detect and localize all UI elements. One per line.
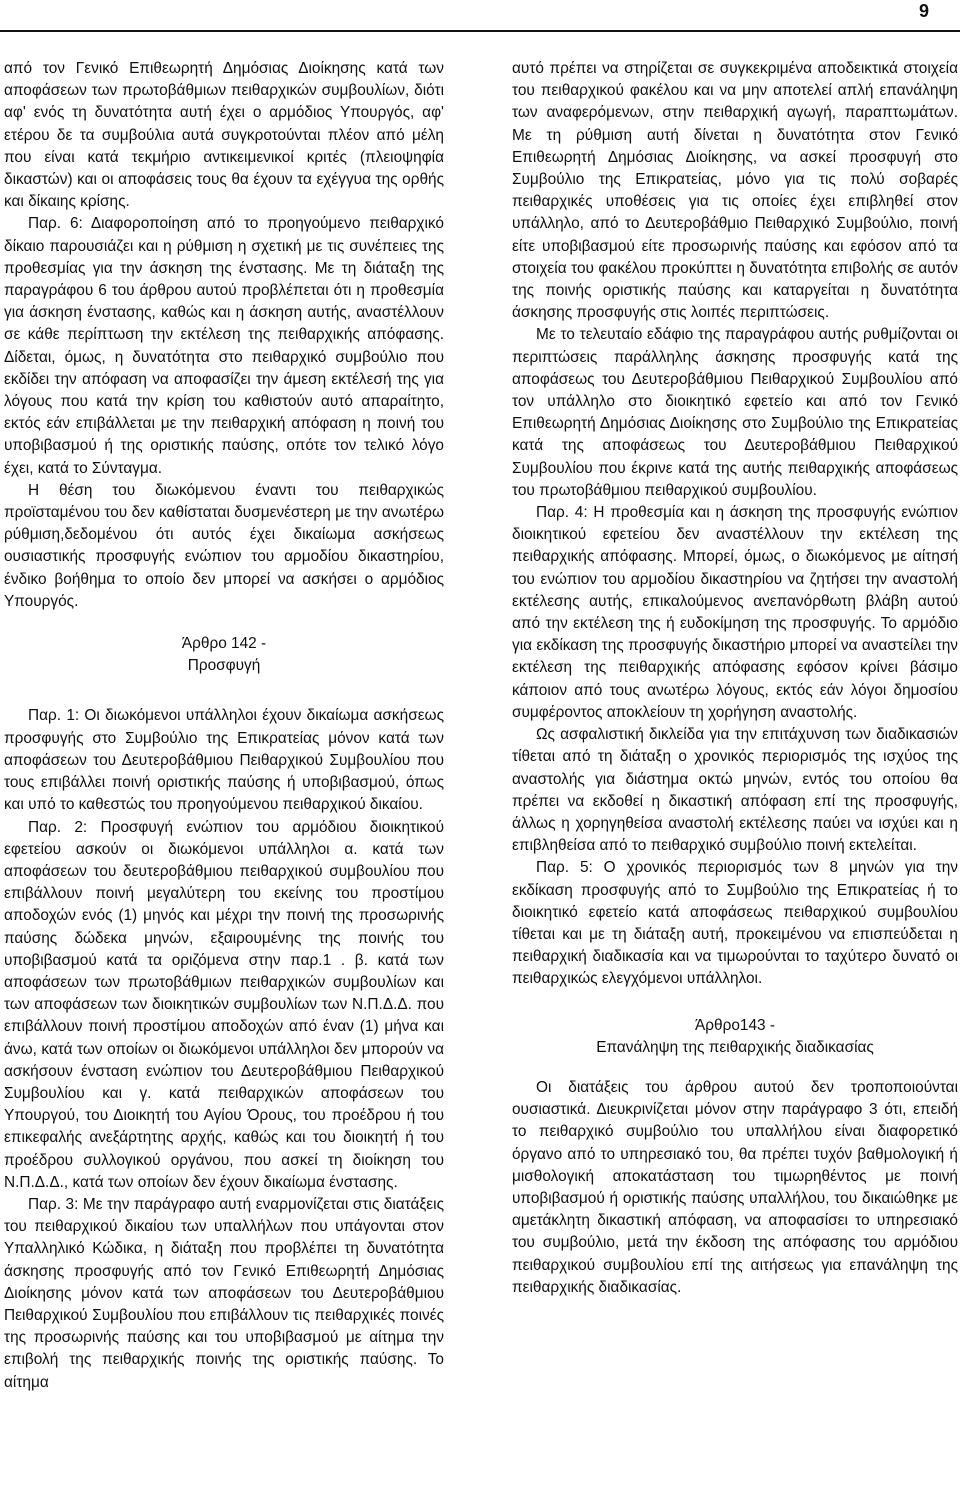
- paragraph: Οι διατάξεις του άρθρου αυτού δεν τροποποιούνται ουσιαστικά. Διευκρινίζεται μόνον στην παράγραφο 3 ότι, επειδή το πειθαρχικό συμβούλιο του υπαλλήλου είναι διαφορετικό όργανο από το υπηρεσιακό του, θα πρέπει τυχόν βαθμολογική ή μισθολογική αποκατάσταση του τιμωρηθέντος με ποινή υποβιβασμού ή οριστικής παύσης υπαλλήλου, του δικαιώθηκε με αμετάκλητη δικαστική απόφαση, να αποφασίσει το υπηρεσιακό του συμβούλιο, μετά την έκδοση της απόφασης του αρμόδιου πειθαρχικού συμβουλίου επί της αιτήσεως για επανάληψη της πειθαρχικής διαδικασίας.: [512, 1078, 958, 1296]
- paragraph: Παρ. 1: Οι διωκόμενοι υπάλληλοι έχουν δικαίωμα ασκήσεως προσφυγής στο Συμβούλιο της Επικρατείας μόνον κατά των αποφάσεων του Δευτεροβάθμιου Πειθαρχικού Συμβουλίου που τους επιβάλλει ποινή οριστικής παύσης ή υποβιβασμού, όπως και υπό το καθεστώς του προηγούμενου πειθαρχικού δικαίου.: [4, 707, 444, 814]
- paragraph: Παρ. 2: Προσφυγή ενώπιον του αρμόδιου διοικητικού εφετείου ασκούν οι διωκόμενοι υπάλληλοι α. κατά των αποφάσεων του δευτεροβάθμιου πειθαρχικού συμβουλίου που επιβάλλουν ποινή μεγαλύτερη του εκείνης του προστίμου αποδοχών ενός (1) μηνός και μέχρι την ποινή της προσωρινής παύσης δώδεκα μηνών, εξαιρουμένης της ποινής του υποβιβασμού κατά τα οριζόμενα στην παρ.1 . β. κατά των αποφάσεων των πρωτοβάθμιων πειθαρχικών συμβουλίων και των αποφάσεων των διοικητικών συμβουλίων των Ν.Π.Δ.Δ. που επιβάλλουν ποινή προστίμου αποδοχών από έναν (1) μήνα και άνω, κατά των οποίων οι διωκόμενοι υπάλληλοι δεν μπορούν να ασκήσουν ένσταση ενώπιον του Δευτεροβάθμιου Πειθαρχικού Συμβουλίου και γ. κατά πειθαρχικών αποφάσεων του Υπουργού, του Διοικητή του Αγίου Όρους, του προέδρου ή του επικεφαλής ανεξάρτητης αρχής, καθώς και του διοικητή ή του προέδρου συλλογικού οργάνου, που ασκεί τη διοίκηση του Ν.Π.Δ.Δ., κατά των οποίων δεν έχουν δικαίωμα ένστασης.: [4, 818, 444, 1191]
- paragraph: Παρ. 3: Με την παράγραφο αυτή εναρμονίζεται στις διατάξεις του πειθαρχικού δικαίου των υπαλλήλων που υπάγονται στον Υπαλληλικό Κώδικα, η διάταξη που προβλέπει τη δυνατότητα άσκησης προσφυγής από τον Γενικό Επιθεωρητή Δημόσιας Διοίκησης μόνον κατά των αποφάσεων του Δευτεροβάθμιου Πειθαρχικού Συμβουλίου που επιβάλλουν τις πειθαρχικές ποινές της προσωρινής παύσης και του υποβιβασμού με αίτημα την επιβολή της πειθαρχικής ποινής της οριστικής παύσης. Το αίτημα: [4, 1195, 444, 1391]
- paragraph: Ως ασφαλιστική δικλείδα για την επιτάχυνση των διαδικασιών τίθεται από τη διάταξη ο χρονικός περιορισμός της ισχύος της αναστολής για διάστημα οκτώ μηνών, εντός του οποίου θα πρέπει να εκδοθεί η δικαστική απόφαση επί της προσφυγής, άλλως η χορηγηθείσα αναστολή εκτέλεσης παύει να ισχύει και η επιβληθείσα από το πειθαρχικό συμβούλιο ποινή εκτελείται.: [512, 726, 958, 855]
- article-title: Άρθρο 142 -: [181, 635, 267, 653]
- paragraph: από τον Γενικό Επιθεωρητή Δημόσιας Διοίκησης κατά των αποφάσεων των πρωτοβάθμιων πειθαρχικών συμβουλίων, διότι αφ' ενός τη δυνατότητα αυτή έχει ο αρμόδιος Υπουργός, αφ' ετέρου δε τα συμβούλια αυτά συγκροτούνται πλέον από μέλη που είναι κατά τεκμήριο αντικειμενικοί κριτές (πλειοψηφία δικαστών) και οι αποφάσεις τους θα έχουν τα εχέγγυα της ορθής και δίκαιης κρίσης.: [4, 60, 444, 211]
- left-column: [4, 58, 444, 1394]
- article-heading: [4, 633, 444, 677]
- article-heading: [512, 1015, 958, 1059]
- paragraph: Με το τελευταίο εδάφιο της παραγράφου αυτής ρυθμίζονται οι περιπτώσεις παράλληλης άσκησης προσφυγής κατά της αποφάσεως του Δευτεροβάθμιου Πειθαρχικού Συμβουλίου από τον υπάλληλο στο διοικητικό εφετείο και από τον Γενικό Επιθεωρητή Δημόσιας Διοίκησης στο Συμβούλιο της Επικρατείας κατά της αποφάσεως του Δευτεροβάθμιου Πειθαρχικού Συμβουλίου που έκρινε κατά της αυτής πειθαρχικής αποφάσεως του πρωτοβάθμιου πειθαρχικού συμβουλίου.: [512, 326, 958, 499]
- right-column: [512, 58, 958, 1299]
- paragraph: Παρ. 4: Η προθεσμία και η άσκηση της προσφυγής ενώπιον διοικητικού εφετείου δεν αναστέλλουν την εκτέλεση της πειθαρχικής απόφασης. Μπορεί, όμως, ο διωκόμενος με αίτησή του ενώπιον του αρμοδίου δικαστηρίου να ζητήσει την αναστολή εκτέλεσης αυτής, επικαλούμενος ανεπανόρθωτη βλάβη αυτού από την εκτέλεση της ή ευδοκίμηση της προσφυγής. Το αρμόδιο για εκδίκαση της προσφυγής δικαστήριο μπορεί να αναστείλει την εκτέλεση της πειθαρχικής απόφασης εφόσον κρίνει βάσιμο κάποιον από τους ανωτέρω λόγους, εκτός εάν λόγοι δημοσίου συμφέροντος αποκλείουν τη χορήγηση αναστολής.: [512, 504, 958, 721]
- header-rule: [0, 30, 960, 32]
- paragraph: Η θέση του διωκόμενου έναντι του πειθαρχικώς προϊσταμένου του δεν καθίσταται δυσμενέστερη με την ανωτέρω ρύθμιση,δεδομένου ότι αυτός έχει δικαίωμα ασκήσεως ουσιαστικής προσφυγής ενώπιον του αρμοδίου δικαστηρίου, ένδικο βοήθημα το οποίο δεν μπορεί να ασκήσει ο αρμόδιος Υπουργός.: [4, 481, 444, 610]
- article-title: Άρθρο143 -: [695, 1016, 775, 1034]
- paragraph: αυτό πρέπει να στηρίζεται σε συγκεκριμένα αποδεικτικά στοιχεία του πειθαρχικού φακέλου και να μην αποτελεί απλή επανάληψη των αναφερόμενων, στην πειθαρχική αγωγή, παραπτωμάτων. Με τη ρύθμιση αυτή δίνεται η δυνατότητα στον Γενικό Επιθεωρητή Δημόσιας Διοίκησης, να ασκεί προσφυγή στο Συμβούλιο της Επικρατείας, μόνο για τις πολύ σοβαρές πειθαρχικές υποθέσεις για τις οποίες έχει επιβληθεί στον υπάλληλο, από το Δευτεροβάθμιο Πειθαρχικό Συμβούλιο, ποινή είτε υποβιβασμού είτε προσωρινής παύσης και εφόσον από τα στοιχεία του φακέλου προκύπτει η δυνατότητα επιβολής σε αυτόν της ποινής οριστικής παύσης και καταργείται η δυνατότητα άσκησης προσφυγής στις λοιπές περιπτώσεις.: [512, 60, 958, 322]
- paragraph: Παρ. 5: Ο χρονικός περιορισμός των 8 μηνών για την εκδίκαση προσφυγής από το Συμβούλιο της Επικρατείας ή το διοικητικό εφετείο κατά αποφάσεως πειθαρχικού συμβουλίου τίθεται και με τη διάταξη αυτή, προκειμένου να επισπεύδεται η πειθαρχική διαδικασία και να τιμωρούνται το ταχύτερο δυνατό οι πειθαρχικώς ελεγχόμενοι υπάλληλοι.: [512, 859, 958, 988]
- article-subtitle: Επανάληψη της πειθαρχικής διαδικασίας: [596, 1038, 874, 1056]
- paragraph: Παρ. 6: Διαφοροποίηση από το προηγούμενο πειθαρχικό δίκαιο παρουσιάζει και η ρύθμιση η σχετική με τις συνέπειες της προθεσμίας για την άσκηση της ένστασης. Με τη διάταξη της παραγράφου 6 του άρθρου αυτού προβλέπεται ότι η προθεσμία για άσκηση ένστασης, καθώς και η άσκηση αυτής, αναστέλλουν σε κάθε περίπτωση την εκτέλεση της πειθαρχικής απόφασης. Δίδεται, όμως, η δυνατότητα στο πειθαρχικό συμβούλιο που εκδίδει την απόφαση να αποφασίζει την άμεση εκτέλεσή της για λόγους που κατά την κρίση του καθιστούν αυτό απαραίτητο, εκτός εάν επιβάλλεται με την πειθαρχική απόφαση η ποινή του υποβιβασμού ή της οριστικής παύσης, οπότε τον τελικό λόγο έχει, κατά το Σύνταγμα.: [4, 215, 444, 477]
- page-number: 9: [918, 1, 929, 21]
- article-subtitle: Προσφυγή: [187, 657, 261, 675]
